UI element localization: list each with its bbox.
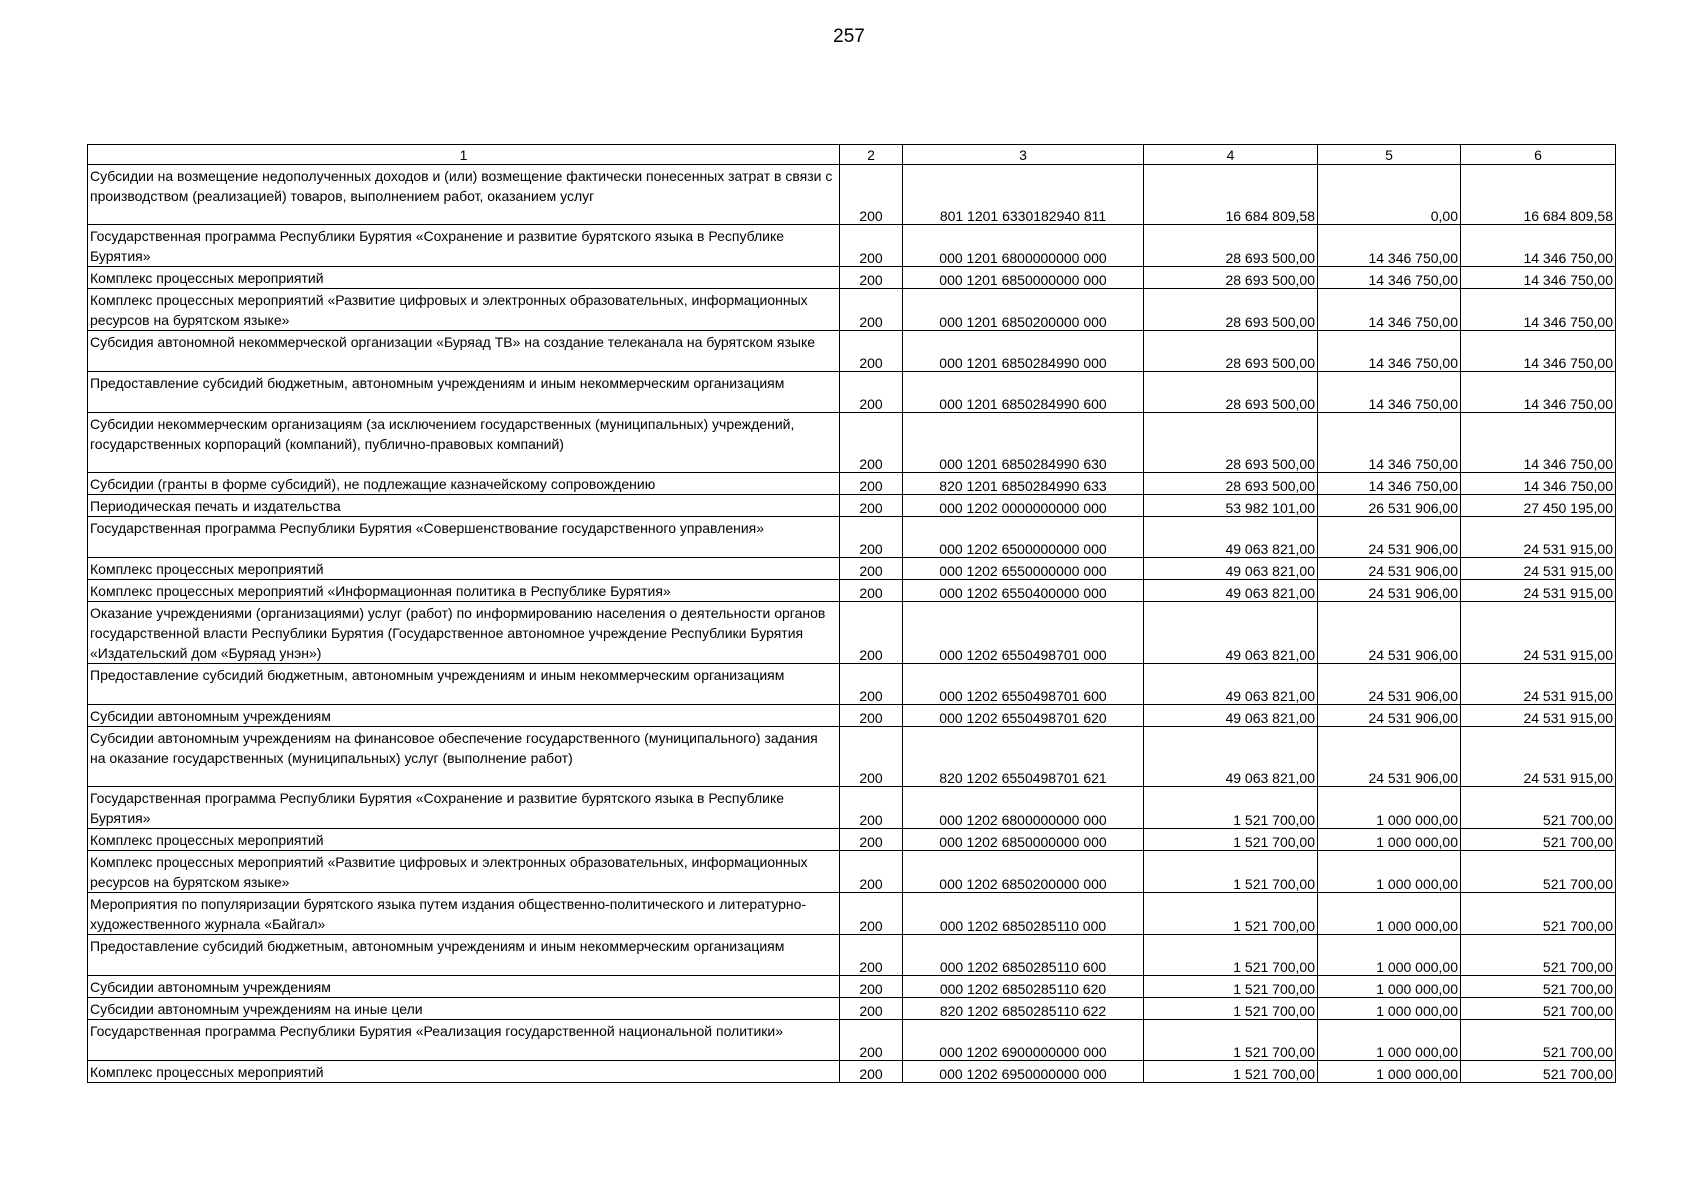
row-value-6: 521 700,00: [1461, 998, 1616, 1020]
row-value-6: 16 684 809,58: [1461, 165, 1616, 225]
row-col2: 200: [840, 1061, 903, 1083]
row-name: Субсидии автономным учреждениям: [88, 976, 840, 998]
row-value-5: 1 000 000,00: [1318, 1020, 1461, 1061]
row-value-5: 1 000 000,00: [1318, 935, 1461, 976]
table-row: [88, 495, 1616, 517]
row-code: 801 1201 6330182940 811: [903, 165, 1144, 225]
row-col2: 200: [840, 165, 903, 225]
row-col2: 200: [840, 331, 903, 372]
row-code: 000 1202 6850285110 000: [903, 893, 1144, 935]
row-value-4: 16 684 809,58: [1144, 165, 1318, 225]
row-code: 000 1202 6550000000 000: [903, 558, 1144, 580]
table-row: [88, 998, 1616, 1020]
row-value-5: 24 531 906,00: [1318, 602, 1461, 664]
row-value-4: 49 063 821,00: [1144, 602, 1318, 664]
row-col2: 200: [840, 705, 903, 727]
row-value-4: 1 521 700,00: [1144, 935, 1318, 976]
row-value-4: 49 063 821,00: [1144, 558, 1318, 580]
row-value-4: 1 521 700,00: [1144, 787, 1318, 829]
table-row: [88, 558, 1616, 580]
row-value-4: 49 063 821,00: [1144, 664, 1318, 705]
row-col2: 200: [840, 1020, 903, 1061]
row-value-5: 1 000 000,00: [1318, 829, 1461, 851]
row-value-6: 24 531 915,00: [1461, 580, 1616, 602]
table-row: [88, 829, 1616, 851]
row-value-6: 14 346 750,00: [1461, 225, 1616, 267]
row-col2: 200: [840, 473, 903, 495]
header-cell-4: 4: [1144, 145, 1318, 165]
row-name: Предоставление субсидий бюджетным, автономным учреждениям и иным некоммерческим организациям: [88, 664, 840, 705]
row-col2: 200: [840, 727, 903, 787]
row-value-4: 28 693 500,00: [1144, 473, 1318, 495]
table-row: [88, 413, 1616, 473]
table-row: [88, 851, 1616, 893]
row-value-6: 14 346 750,00: [1461, 331, 1616, 372]
row-name: Субсидии на возмещение недополученных доходов и (или) возмещение фактически понесенных затрат в связи с производством (реализацией) товаров, выполнением работ, оказанием услуг: [88, 165, 840, 225]
table-row: [88, 372, 1616, 413]
row-value-6: 521 700,00: [1461, 1020, 1616, 1061]
row-value-5: 24 531 906,00: [1318, 705, 1461, 727]
row-col2: 200: [840, 829, 903, 851]
table-row: [88, 267, 1616, 289]
table-body: [88, 165, 1616, 1083]
row-value-5: 14 346 750,00: [1318, 331, 1461, 372]
row-col2: 200: [840, 935, 903, 976]
row-value-6: 24 531 915,00: [1461, 664, 1616, 705]
row-name: Комплекс процессных мероприятий «Информационная политика в Республике Бурятия»: [88, 580, 840, 602]
row-value-5: 1 000 000,00: [1318, 893, 1461, 935]
row-col2: 200: [840, 517, 903, 558]
header-cell-1: 1: [88, 145, 840, 165]
row-col2: 200: [840, 976, 903, 998]
header-cell-5: 5: [1318, 145, 1461, 165]
row-value-6: 24 531 915,00: [1461, 705, 1616, 727]
row-name: Периодическая печать и издательства: [88, 495, 840, 517]
row-name: Комплекс процессных мероприятий: [88, 1061, 840, 1083]
row-value-4: 28 693 500,00: [1144, 413, 1318, 473]
row-value-5: 1 000 000,00: [1318, 1061, 1461, 1083]
row-col2: 200: [840, 580, 903, 602]
row-col2: 200: [840, 558, 903, 580]
table-row: [88, 893, 1616, 935]
row-code: 000 1202 6900000000 000: [903, 1020, 1144, 1061]
row-name: Субсидии некоммерческим организациям (за исключением государственных (муниципальных) учреждений, государственных корпораций (компаний), публично-правовых компаний): [88, 413, 840, 473]
row-code: 000 1201 6850284990 600: [903, 372, 1144, 413]
table-row: [88, 1020, 1616, 1061]
row-code: 820 1201 6850284990 633: [903, 473, 1144, 495]
row-name: Предоставление субсидий бюджетным, автономным учреждениям и иным некоммерческим организациям: [88, 935, 840, 976]
row-value-5: 1 000 000,00: [1318, 976, 1461, 998]
row-col2: 200: [840, 289, 903, 331]
table-row: [88, 664, 1616, 705]
row-value-4: 1 521 700,00: [1144, 1020, 1318, 1061]
row-code: 000 1202 6850200000 000: [903, 851, 1144, 893]
table-row: [88, 331, 1616, 372]
row-value-6: 521 700,00: [1461, 829, 1616, 851]
row-code: 000 1202 6550498701 600: [903, 664, 1144, 705]
row-value-6: 521 700,00: [1461, 976, 1616, 998]
row-col2: 200: [840, 851, 903, 893]
row-name: Комплекс процессных мероприятий «Развитие цифровых и электронных образовательных, информационных ресурсов на бурятском языке»: [88, 851, 840, 893]
header-cell-6: 6: [1461, 145, 1616, 165]
row-col2: 200: [840, 372, 903, 413]
row-value-4: 28 693 500,00: [1144, 372, 1318, 413]
row-value-4: 28 693 500,00: [1144, 331, 1318, 372]
row-value-6: 521 700,00: [1461, 787, 1616, 829]
row-name: Комплекс процессных мероприятий: [88, 829, 840, 851]
table-row: [88, 705, 1616, 727]
row-code: 000 1202 6800000000 000: [903, 787, 1144, 829]
table-row: [88, 1061, 1616, 1083]
row-value-6: 24 531 915,00: [1461, 558, 1616, 580]
row-code: 000 1202 6500000000 000: [903, 517, 1144, 558]
row-value-6: 521 700,00: [1461, 935, 1616, 976]
row-col2: 200: [840, 225, 903, 267]
header-cell-2: 2: [840, 145, 903, 165]
row-code: 000 1202 6850285110 600: [903, 935, 1144, 976]
row-value-6: 521 700,00: [1461, 851, 1616, 893]
page-number: 257: [833, 26, 865, 47]
row-value-5: 1 000 000,00: [1318, 998, 1461, 1020]
row-value-5: 26 531 906,00: [1318, 495, 1461, 517]
row-value-6: 14 346 750,00: [1461, 289, 1616, 331]
row-value-4: 28 693 500,00: [1144, 289, 1318, 331]
row-value-4: 28 693 500,00: [1144, 267, 1318, 289]
row-code: 000 1201 6800000000 000: [903, 225, 1144, 267]
header-row: [88, 145, 1616, 165]
row-value-4: 49 063 821,00: [1144, 580, 1318, 602]
row-name: Субсидии автономным учреждениям на финансовое обеспечение государственного (муниципального) задания на оказание государственных (муниципальных) услуг (выполнение работ): [88, 727, 840, 787]
row-name: Государственная программа Республики Бурятия «Реализация государственной национальной политики»: [88, 1020, 840, 1061]
row-value-5: 14 346 750,00: [1318, 473, 1461, 495]
row-name: Государственная программа Республики Бурятия «Сохранение и развитие бурятского языка в Республике Бурятия»: [88, 225, 840, 267]
row-value-4: 1 521 700,00: [1144, 1061, 1318, 1083]
row-code: 000 1202 6850285110 620: [903, 976, 1144, 998]
table-row: [88, 289, 1616, 331]
row-value-5: 14 346 750,00: [1318, 289, 1461, 331]
table-row: [88, 473, 1616, 495]
row-value-4: 53 982 101,00: [1144, 495, 1318, 517]
row-value-4: 1 521 700,00: [1144, 829, 1318, 851]
row-name: Комплекс процессных мероприятий: [88, 558, 840, 580]
row-value-6: 14 346 750,00: [1461, 372, 1616, 413]
table-row: [88, 727, 1616, 787]
row-value-6: 14 346 750,00: [1461, 267, 1616, 289]
row-value-5: 24 531 906,00: [1318, 664, 1461, 705]
row-code: 000 1201 6850284990 000: [903, 331, 1144, 372]
row-name: Субсидия автономной некоммерческой организации «Буряад ТВ» на создание телеканала на бурятском языке: [88, 331, 840, 372]
row-code: 000 1202 6550498701 620: [903, 705, 1144, 727]
row-code: 000 1202 6550498701 000: [903, 602, 1144, 664]
table-row: [88, 935, 1616, 976]
row-value-4: 49 063 821,00: [1144, 727, 1318, 787]
row-name: Комплекс процессных мероприятий «Развитие цифровых и электронных образовательных, информационных ресурсов на бурятском языке»: [88, 289, 840, 331]
row-code: 820 1202 6550498701 621: [903, 727, 1144, 787]
row-value-6: 521 700,00: [1461, 893, 1616, 935]
table-row: [88, 165, 1616, 225]
row-value-5: 1 000 000,00: [1318, 787, 1461, 829]
row-value-4: 49 063 821,00: [1144, 705, 1318, 727]
row-name: Государственная программа Республики Бурятия «Сохранение и развитие бурятского языка в Республике Бурятия»: [88, 787, 840, 829]
row-value-4: 28 693 500,00: [1144, 225, 1318, 267]
row-name: Мероприятия по популяризации бурятского языка путем издания общественно-политического и литературно-художественного журнала «Байгал»: [88, 893, 840, 935]
row-value-4: 1 521 700,00: [1144, 976, 1318, 998]
row-col2: 200: [840, 602, 903, 664]
row-col2: 200: [840, 267, 903, 289]
row-name: Субсидии автономным учреждениям на иные цели: [88, 998, 840, 1020]
row-code: 000 1202 0000000000 000: [903, 495, 1144, 517]
row-value-6: 14 346 750,00: [1461, 473, 1616, 495]
row-col2: 200: [840, 495, 903, 517]
row-value-5: 24 531 906,00: [1318, 558, 1461, 580]
row-value-5: 1 000 000,00: [1318, 851, 1461, 893]
row-value-4: 1 521 700,00: [1144, 998, 1318, 1020]
row-col2: 200: [840, 893, 903, 935]
row-col2: 200: [840, 998, 903, 1020]
row-col2: 200: [840, 413, 903, 473]
table-row: [88, 976, 1616, 998]
row-value-5: 14 346 750,00: [1318, 372, 1461, 413]
row-value-5: 14 346 750,00: [1318, 267, 1461, 289]
row-name: Субсидии автономным учреждениям: [88, 705, 840, 727]
budget-table: [87, 144, 1616, 1083]
row-code: 000 1202 6850000000 000: [903, 829, 1144, 851]
row-name: Комплекс процессных мероприятий: [88, 267, 840, 289]
row-col2: 200: [840, 664, 903, 705]
table-row: [88, 787, 1616, 829]
row-col2: 200: [840, 787, 903, 829]
row-value-5: 24 531 906,00: [1318, 727, 1461, 787]
row-value-6: 24 531 915,00: [1461, 602, 1616, 664]
row-name: Субсидии (гранты в форме субсидий), не подлежащие казначейскому сопровождению: [88, 473, 840, 495]
row-name: Предоставление субсидий бюджетным, автономным учреждениям и иным некоммерческим организациям: [88, 372, 840, 413]
row-value-6: 521 700,00: [1461, 1061, 1616, 1083]
row-value-4: 1 521 700,00: [1144, 851, 1318, 893]
row-value-6: 24 531 915,00: [1461, 517, 1616, 558]
row-value-6: 24 531 915,00: [1461, 727, 1616, 787]
table-row: [88, 602, 1616, 664]
header-cell-3: 3: [903, 145, 1144, 165]
row-value-5: 24 531 906,00: [1318, 517, 1461, 558]
row-value-6: 27 450 195,00: [1461, 495, 1616, 517]
row-value-4: 49 063 821,00: [1144, 517, 1318, 558]
row-value-5: 0,00: [1318, 165, 1461, 225]
row-value-5: 24 531 906,00: [1318, 580, 1461, 602]
row-code: 000 1201 6850000000 000: [903, 267, 1144, 289]
table-row: [88, 517, 1616, 558]
row-code: 000 1201 6850284990 630: [903, 413, 1144, 473]
row-value-6: 14 346 750,00: [1461, 413, 1616, 473]
row-name: Государственная программа Республики Бурятия «Совершенствование государственного управления»: [88, 517, 840, 558]
row-value-4: 1 521 700,00: [1144, 893, 1318, 935]
row-name: Оказание учреждениями (организациями) услуг (работ) по информированию населения о деятельности органов государственной власти Республики Бурятия (Государственное автономное учреждение Республики Бурятия «Издательский дом «Буряад унэн»): [88, 602, 840, 664]
row-code: 000 1202 6550400000 000: [903, 580, 1144, 602]
row-value-5: 14 346 750,00: [1318, 225, 1461, 267]
row-code: 000 1202 6950000000 000: [903, 1061, 1144, 1083]
row-code: 000 1201 6850200000 000: [903, 289, 1144, 331]
table-row: [88, 580, 1616, 602]
row-value-5: 14 346 750,00: [1318, 413, 1461, 473]
table-row: [88, 225, 1616, 267]
row-code: 820 1202 6850285110 622: [903, 998, 1144, 1020]
